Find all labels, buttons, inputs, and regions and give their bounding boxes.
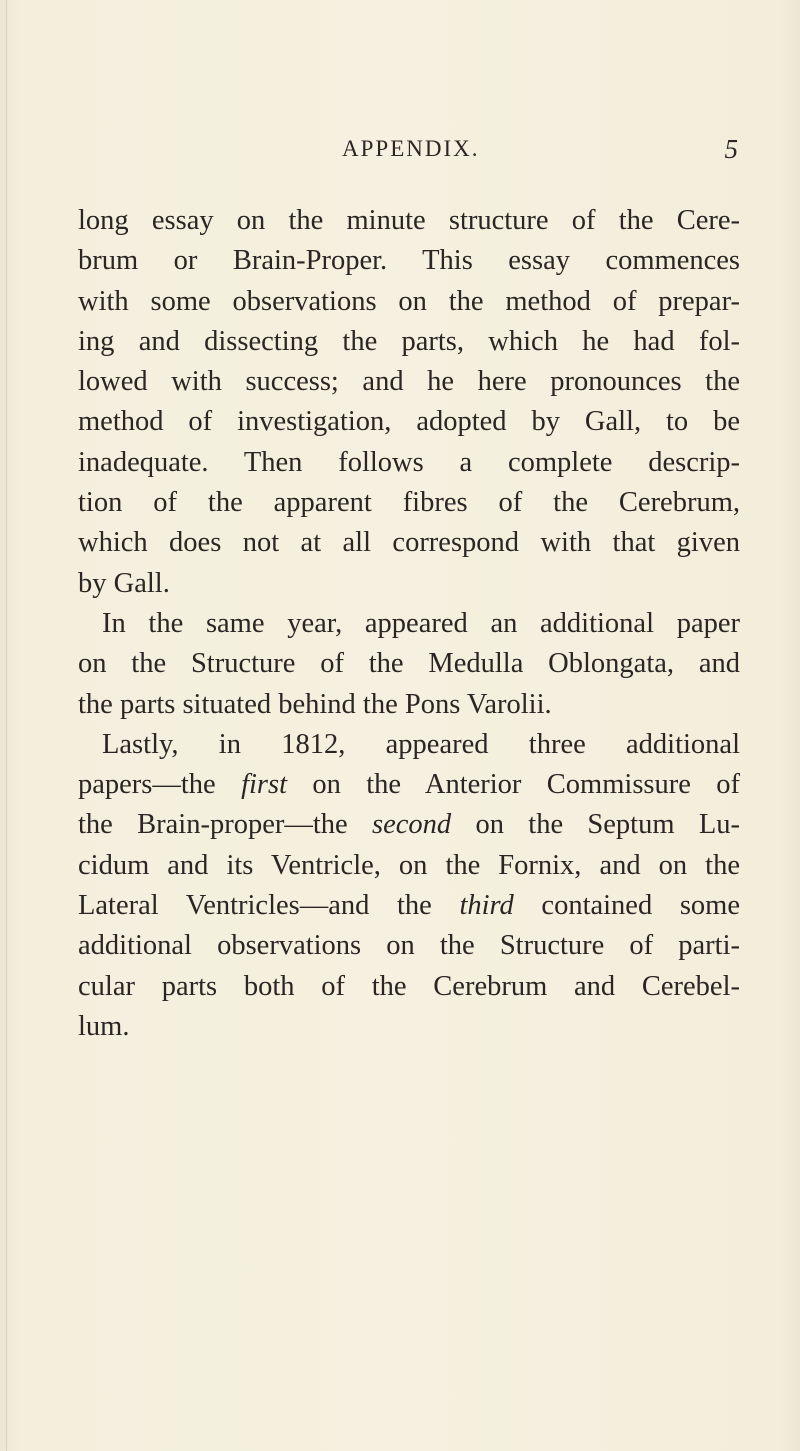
text-line bbox=[78, 765, 740, 805]
page-number: 5 bbox=[724, 134, 738, 164]
text-line: additional observations on the Structure of parti- bbox=[78, 930, 740, 962]
text-segment: on the Septum Lu- bbox=[451, 809, 740, 841]
text-line: brum or Brain-Proper. This essay commences bbox=[78, 245, 740, 277]
text-line: cidum and its Ventricle, on the Fornix, and on the bbox=[78, 849, 740, 881]
text-line: with some observations on the method of prepar- bbox=[78, 285, 740, 317]
text-segment: on the Anterior Commissure of bbox=[287, 769, 740, 801]
text-line: by Gall. bbox=[78, 567, 170, 599]
text-line bbox=[78, 886, 740, 926]
text-line: which does not at all correspond with that given bbox=[78, 527, 740, 559]
text-line: lowed with success; and he here pronounces the bbox=[78, 366, 740, 398]
text-line: inadequate. Then follows a complete descrip- bbox=[78, 446, 740, 478]
text-line: method of investigation, adopted by Gall, to be bbox=[78, 406, 740, 438]
text-line: long essay on the minute structure of the Cere- bbox=[78, 205, 740, 236]
text-segment: papers—the bbox=[78, 769, 242, 801]
text-line: Lastly, in 1812, appeared three additional bbox=[102, 728, 740, 760]
body-text bbox=[78, 201, 740, 1047]
text-line: tion of the apparent fibres of the Cerebrum, bbox=[78, 487, 740, 519]
text-line: the parts situated behind the Pons Varolii. bbox=[78, 688, 552, 720]
text-line: lum. bbox=[78, 1010, 130, 1042]
emphasis-first: first bbox=[241, 769, 288, 801]
running-head: APPENDIX. bbox=[342, 136, 480, 161]
page-header bbox=[78, 136, 738, 172]
text-line: ing and dissecting the parts, which he had fol- bbox=[78, 325, 740, 357]
emphasis-second: second bbox=[371, 809, 452, 841]
text-segment: Lateral Ventricles—and the bbox=[78, 890, 460, 922]
emphasis-third: third bbox=[459, 890, 514, 922]
text-segment: the Brain-proper—the bbox=[78, 809, 372, 841]
text-line: cular parts both of the Cerebrum and Cerebel- bbox=[78, 970, 740, 1002]
text-segment: contained some bbox=[513, 890, 740, 922]
text-line: In the same year, appeared an additional paper bbox=[102, 607, 740, 639]
binding-edge bbox=[6, 0, 7, 1451]
text-line: on the Structure of the Medulla Oblongata, and bbox=[78, 648, 740, 680]
text-line bbox=[78, 805, 740, 845]
